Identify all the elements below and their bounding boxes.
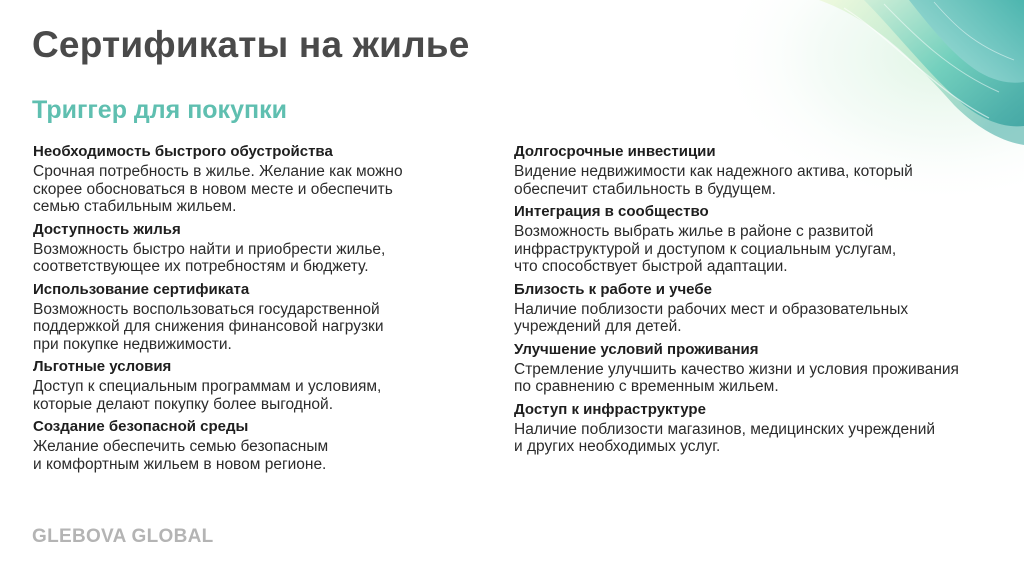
description-line: Доступ к специальным программам и условиям, bbox=[33, 378, 382, 395]
trigger-item-title: Доступность жилья bbox=[33, 220, 181, 238]
description-line: что способствует быстрой адаптации. bbox=[514, 258, 788, 275]
description-line: Возможность быстро найти и приобрести жилье, bbox=[33, 240, 386, 258]
description-line: по сравнению с временным жильем. bbox=[514, 378, 779, 395]
trigger-item-description bbox=[514, 163, 1014, 198]
description-line: Срочная потребность в жилье. Желание как можно bbox=[33, 163, 403, 180]
trigger-item-title: Использование сертификата bbox=[33, 280, 250, 298]
trigger-item bbox=[514, 340, 1014, 396]
description-line: учреждений для детей. bbox=[514, 318, 682, 335]
description-line: Возможность воспользоваться государственной bbox=[33, 300, 380, 318]
trigger-item bbox=[33, 142, 483, 216]
trigger-item-description bbox=[514, 421, 1014, 456]
description-line: обеспечит стабильность в будущем. bbox=[514, 180, 776, 198]
trigger-item-title: Необходимость быстрого обустройства bbox=[33, 143, 333, 160]
trigger-item-title: Доступ к инфраструктуре bbox=[514, 400, 706, 418]
trigger-item bbox=[33, 220, 483, 276]
trigger-item-description bbox=[33, 378, 483, 413]
trigger-item-title: Близость к работе и учебе bbox=[514, 280, 712, 298]
description-line: инфраструктурой и доступом к социальным услугам, bbox=[514, 240, 897, 258]
trigger-item-title: Создание безопасной среды bbox=[33, 418, 249, 435]
trigger-item-description bbox=[33, 438, 483, 473]
description-line: поддержкой для снижения финансовой нагрузки bbox=[33, 318, 384, 335]
left-column bbox=[33, 142, 483, 477]
description-line: скорее обосноваться в новом месте и обеспечить bbox=[33, 180, 393, 198]
description-line: Желание обеспечить семью безопасным bbox=[33, 438, 329, 455]
trigger-item bbox=[33, 357, 483, 413]
trigger-item bbox=[514, 280, 1014, 336]
brand-footer: GLEBOVA GLOBAL bbox=[32, 526, 214, 547]
page-title: Сертификаты на жилье bbox=[32, 24, 470, 65]
trigger-item-title: Интеграция в сообщество bbox=[514, 203, 709, 220]
trigger-item-title: Улучшение условий проживания bbox=[514, 340, 759, 358]
trigger-item-description bbox=[514, 361, 1014, 396]
trigger-item-description bbox=[33, 163, 483, 216]
description-line: Наличие поблизости рабочих мест и образовательных bbox=[514, 300, 909, 318]
trigger-item bbox=[33, 280, 483, 354]
description-line: Видение недвижимости как надежного актива, который bbox=[514, 163, 913, 180]
trigger-item bbox=[514, 202, 1014, 276]
right-column bbox=[514, 142, 1014, 460]
description-line: и других необходимых услуг. bbox=[514, 438, 721, 455]
description-line: Возможность выбрать жилье в районе с развитой bbox=[514, 223, 874, 240]
trigger-item-description bbox=[514, 223, 1014, 276]
description-line: семью стабильным жильем. bbox=[33, 198, 237, 215]
page-subtitle: Триггер для покупки bbox=[32, 96, 287, 124]
trigger-item-description bbox=[33, 241, 483, 276]
trigger-item-title: Долгосрочные инвестиции bbox=[514, 143, 716, 160]
description-line: при покупке недвижимости. bbox=[33, 335, 232, 353]
description-line: которые делают покупку более выгодной. bbox=[33, 395, 334, 413]
description-line: соответствующее их потребностям и бюджету. bbox=[33, 258, 369, 275]
trigger-item-description bbox=[514, 301, 1014, 336]
trigger-item bbox=[514, 142, 1014, 198]
trigger-item-title: Льготные условия bbox=[33, 358, 172, 375]
trigger-item-description bbox=[33, 301, 483, 354]
description-line: Наличие поблизости магазинов, медицинских учреждений bbox=[514, 420, 936, 438]
description-line: и комфортным жильем в новом регионе. bbox=[33, 455, 327, 473]
trigger-item bbox=[33, 417, 483, 473]
description-line: Стремление улучшить качество жизни и условия проживания bbox=[514, 360, 959, 378]
trigger-item bbox=[514, 400, 1014, 456]
